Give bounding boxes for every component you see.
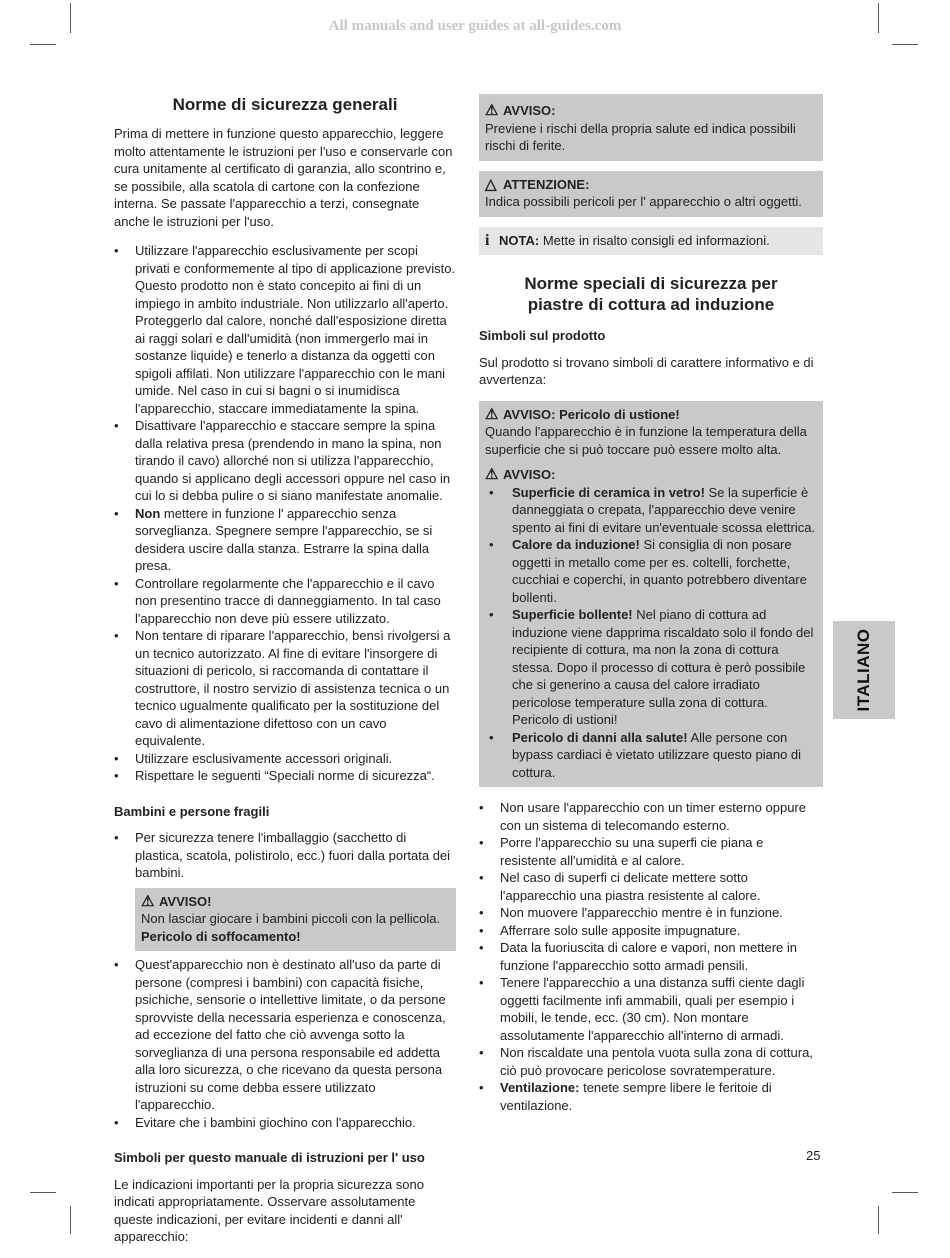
special-title: [479, 273, 823, 315]
left-column: [114, 94, 456, 1258]
crop-mark: [892, 1192, 918, 1193]
warning-text: Non lasciar giocare i bambini piccoli con la pellicola.: [141, 911, 441, 926]
list-item-emphasis: Calore da induzione!: [512, 537, 640, 552]
list-item-emphasis: Ventilazione:: [500, 1080, 580, 1095]
crop-mark: [892, 44, 918, 45]
list-item: [114, 242, 456, 417]
symbols-paragraph: Le indicazioni importanti per la propria sicurezza sono indicati appropriatamente. Osservare assolutamente queste indicazioni, per evitare incidenti e danni all' apparecchio:: [114, 1176, 424, 1244]
section-title: Norme di sicurezza generali: [172, 95, 398, 114]
special-title-line-1: Norme speciali di sicurezza per: [524, 274, 778, 293]
burn-warning-text: Quando l'apparecchio è in funzione la temperatura della superficie che si può toccare può essere molto alta.: [485, 424, 807, 457]
list-item: [479, 939, 823, 974]
list-item: [114, 767, 456, 785]
warning-triangle-icon: ⚠: [485, 466, 499, 483]
list-item-text: Non tentare di riparare l'apparecchio, bensì rivolgersi a un tecnico autorizzato. Al fine di evitare l'insorgere di situazioni di pericolo, si raccomanda di contattare il costruttore, il nostro servizio di assistenza tecnica o un tecnico ugualmente qualificato per la sostituzione del cavo di alimentazione difettoso con un cavo equivalente.: [135, 628, 451, 748]
safety-list: [114, 242, 456, 785]
list-item: [114, 417, 456, 505]
list-item-text: Controllare regolarmente che l'apparecchio e il cavo non presentino tracce di danneggiamento. In tal caso l'apparecchio non deve più essere utilizzato.: [135, 575, 441, 626]
attenzione-text: Indica possibili pericoli per l' apparecchio o altri oggetti.: [485, 194, 802, 209]
list-item-emphasis: Superficie di ceramica in vetro!: [512, 484, 705, 500]
list-item-text: Disattivare l'apparecchio e staccare sempre la spina dalla relativa presa (prendendo in mano la spina, non tirando il cavo) allorché non si utilizza l'apparecchio, quando si applicano degli accessori oppure nel caso in cui lo si debba pulire o si siano manifestate anomalie.: [135, 418, 451, 503]
list-item-text: Per sicurezza tenere l'imballaggio (sacchetto di plastica, scatola, polistirolo, ecc.) fuori dalla portata dei bambini.: [135, 830, 451, 880]
warning-triangle-icon: ⚠: [141, 892, 155, 910]
list-item-text: Data la fuoriuscita di calore e vapori, non mettere in funzione l'apparecchio sotto armadi pensili.: [500, 940, 797, 973]
list-item: [114, 750, 456, 768]
children-heading: Bambini e persone fragili: [114, 803, 270, 819]
warning-emphasis: Pericolo di soffocamento!: [141, 928, 301, 944]
list-item: [114, 505, 456, 575]
special-title-line-2: piastre di cottura ad induzione: [527, 295, 775, 314]
list-item: [479, 1044, 823, 1079]
avviso2-title: AVVISO:: [503, 467, 556, 482]
children-list-continued: [114, 956, 456, 1131]
product-symbols-heading: Simboli sul prodotto: [479, 328, 606, 343]
watermark: All manuals and user guides at all-guides.com: [328, 18, 622, 34]
list-item: [479, 834, 823, 869]
crop-mark: [30, 1192, 56, 1193]
avviso-box: [479, 94, 823, 161]
list-item-text: Se la superficie è danneggiata o crepata, l'apparecchio deve venire spento ai fini di evitare un'eventuale scossa elettrica.: [512, 484, 816, 535]
list-item: [485, 729, 817, 782]
list-item: [114, 575, 456, 628]
page-number: 25: [806, 1148, 821, 1163]
product-warning-box: [479, 401, 823, 788]
language-tab-label: ITALIANO: [854, 628, 873, 712]
burn-warning-title: AVVISO: Pericolo di ustione!: [503, 406, 680, 422]
induction-safety-list: [479, 799, 823, 1114]
list-item: [114, 956, 456, 1114]
nota-box: [479, 227, 823, 256]
list-item: [479, 904, 823, 922]
list-item-text: Quest'apparecchio non è destinato all'uso da parte di persone (compresi i bambini) con capacità fisiche, psichiche, sensorie o intellettive limitate, o da persone sprovviste della necessaria esperienza e conoscenza, ad eccezione del fatto che ciò avvenga sotto la sorveglianza di una persona responsabile ed addetta alla loro sicurezza, o che ricevano da questa persona istruzioni su come debba essere utilizzato l'apparecchio.: [135, 957, 446, 1112]
list-item-text: tenete sempre libere le feritoie di ventilazione.: [500, 1080, 772, 1113]
attenzione-title: ATTENZIONE:: [503, 176, 590, 192]
symbols-heading: Simboli per questo manuale di istruzioni per l' uso: [114, 1150, 425, 1165]
children-warning-box: [135, 888, 456, 952]
list-item-emphasis: Superficie bollente!: [512, 607, 633, 622]
list-item: [479, 1079, 823, 1114]
list-item-text: Porre l'apparecchio su una superfi cie piana e resistente all'umidità e al calore.: [500, 835, 764, 868]
list-item: [114, 1114, 456, 1132]
list-item-text: Nel piano di cottura ad induzione viene dapprima riscaldato solo il fondo del recipiente di cottura, ma non la zona di cottura stessa. Dopo il processo di cottura è però possibile che si generino a causa del calore irradiato pericolose temperature sulla zona di cottura. Pericolo di ustioni!: [512, 607, 814, 727]
attenzione-box: [479, 171, 823, 217]
list-item-text: Tenere l'apparecchio a una distanza suffi ciente dagli oggetti facilmente infi ammabili, quali per esempio i mobili, le tende, ecc. (30 cm). Non montare assolutamente l'apparecchio all'interno di armadi.: [500, 975, 805, 1043]
list-item: [479, 869, 823, 904]
list-item: [485, 484, 817, 537]
intro-paragraph: Prima di mettere in funzione questo apparecchio, leggere molto attentamente le istruzioni per l'uso e conservarle con cura unitamente al certificato di garanzia, allo scontrino e, se possibile, alla scatola di cartone con la confezione interna. Se passate l'apparecchio a terzi, consegnate anche le istruzioni per l'uso.: [114, 126, 453, 229]
list-item-text: Nel caso di superfi ci delicate mettere sotto l'apparecchio una piastra resistente al calore.: [500, 870, 761, 903]
list-item-text: Afferrare solo sulle apposite impugnature.: [500, 922, 741, 938]
warning-title: AVVISO!: [159, 893, 212, 909]
list-item-emphasis: Non: [135, 505, 161, 521]
list-item: [479, 799, 823, 834]
nota-title: NOTA:: [499, 232, 540, 248]
avviso2-list: [485, 484, 817, 782]
list-item-text: Si consiglia di non posare oggetti in metallo come per es. coltelli, forchette, cucchiai e coperchi, in quanto potrebbero diventare bollenti.: [512, 537, 807, 605]
list-item: [485, 606, 817, 729]
list-item-text: Utilizzare esclusivamente accessori originali.: [135, 750, 393, 766]
crop-mark: [70, 1206, 71, 1234]
list-item-emphasis: Pericolo di danni alla salute!: [512, 729, 688, 745]
list-item-text: Non riscaldate una pentola vuota sulla zona di cottura, ciò può provocare pericolose sovratemperature.: [500, 1045, 813, 1078]
list-item-text: mettere in funzione l' apparecchio senza sorveglianza. Spegnere sempre l'apparecchio, se si desidera uscire dalla stanza. Estrarre la spina dalla presa.: [135, 505, 433, 573]
list-item: [114, 829, 456, 882]
right-column: [479, 94, 823, 1126]
product-symbols-paragraph: Sul prodotto si trovano simboli di carattere informativo e di avvertenza:: [479, 354, 814, 387]
avviso-text: Previene i rischi della propria salute ed indica possibili rischi di ferite.: [485, 120, 796, 153]
warning-triangle-icon: ⚠: [485, 102, 499, 119]
list-item-text: Evitare che i bambini giochino con l'apparecchio.: [135, 1114, 416, 1130]
fire-warning-icon: ⚠: [485, 405, 499, 423]
list-item: [479, 974, 823, 1044]
caution-triangle-icon: △: [485, 175, 497, 193]
list-item-text: Non muovere l'apparecchio mentre è in funzione.: [500, 905, 783, 920]
children-list: [114, 829, 456, 882]
list-item: [485, 536, 817, 606]
list-item-text: Alle persone con bypass cardiaci è vietato utilizzare questo piano di cottura.: [512, 729, 802, 780]
list-item: [479, 922, 823, 940]
nota-text: Mette in risalto consigli ed informazioni.: [539, 232, 770, 248]
language-tab: [833, 621, 895, 719]
avviso-title: AVVISO:: [503, 103, 556, 118]
list-item-text: Rispettare le seguenti “Speciali norme di sicurezza“.: [135, 768, 435, 783]
crop-mark: [878, 1206, 879, 1234]
info-icon: i: [485, 231, 490, 249]
list-item-text: Utilizzare l'apparecchio esclusivamente per scopi privati e conformemente al tipo di applicazione previsto. Questo prodotto non è stato concepito ai fini di un impiego in ambito industriale. Non utilizzarlo all'aperto. Proteggerlo dal calore, nonché dall'esposizione diretta ai raggi solari e dall'umidità (non immergerlo mai in sostanze liquide) e tenerlo a distanza da oggetti con spigoli affilati. Non utilizzare l'apparecchio con le mani umide. Nel caso in cui si bagni o si inumidisca l'apparecchio, staccare immediatamente la spina.: [135, 243, 456, 416]
list-item-text: Non usare l'apparecchio con un timer esterno oppure con un sistema di telecomando esterno.: [500, 800, 806, 833]
list-item: [114, 627, 456, 750]
crop-mark: [30, 44, 56, 45]
